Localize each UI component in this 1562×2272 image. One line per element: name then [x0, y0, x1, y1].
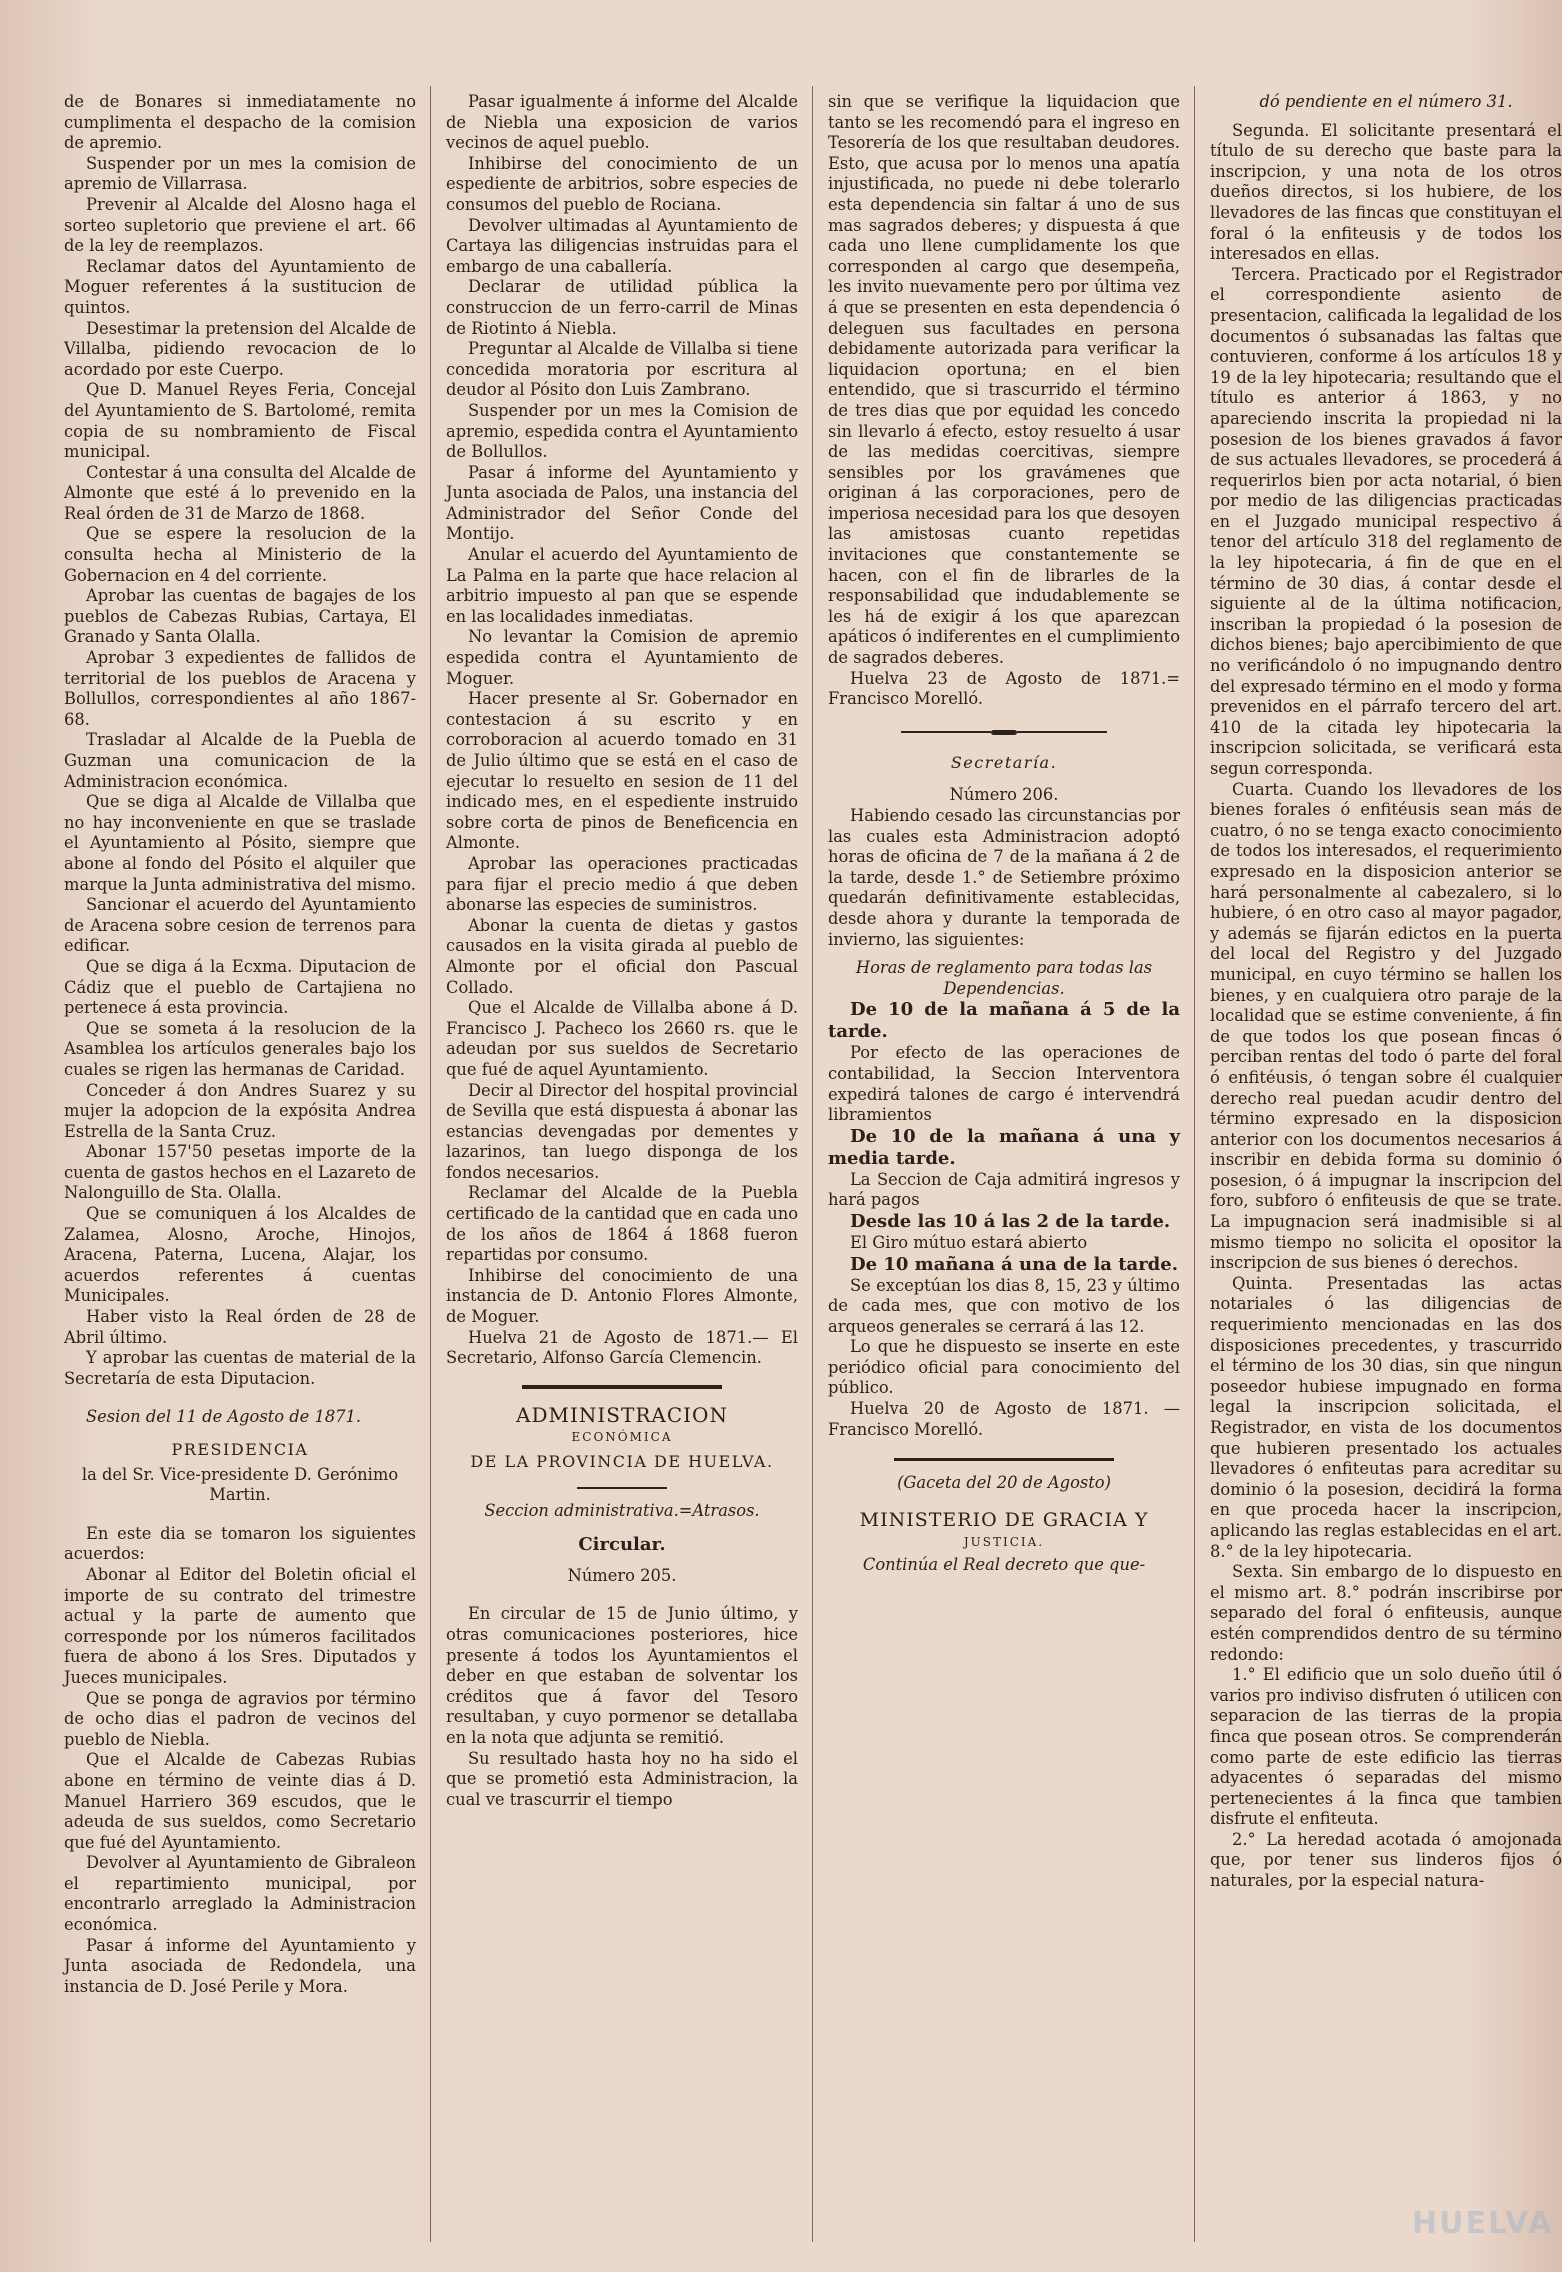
paragraph: Abonar 157'50 pesetas importe de la cuenta de gastos hechos en el Lazareto de Nalonguillo de Sta. Olalla.	[64, 1142, 416, 1203]
continuation-note: Continúa el Real decreto que que-	[862, 1555, 1146, 1575]
admin-subtitle: ECONÓMICA	[571, 1430, 673, 1445]
paragraph: Que se diga á la Ecxma. Diputacion de Cádiz que el pueblo de Cartajiena no pertenece á esta provincia.	[64, 956, 416, 1018]
paragraph: Suspender por un mes la comision de apremio de Villarrasa.	[64, 153, 416, 194]
paragraph: Aprobar 3 expedientes de fallidos de territorial de los pueblos de Aracena y Bollullos, correspondientes al año 1867-68.	[64, 648, 416, 729]
paragraph: La Seccion de Caja admitirá ingresos y hará pagos	[828, 1169, 1180, 1210]
paragraph: Tercera. Practicado por el Registrador el correspondiente asiento de presentacion, calificada la legalidad de los documentos ó subsanadas las faltas que contuvieren, conforme á los artículos 18 y 19 de la ley hipotecaria; resultando que el título es anterior á 1863, y no apareciendo inscrita la propiedad ni la posesion de los bienes gravados á favor de sus actuales llevadores, se procederá á requerirlos bien por acta notarial, ó bien por medio de las diligencias practicadas en el Juzgado municipal respectivo á tenor del artículo 318 del reglamento de la ley hipotecaria, á fin de que en el término de 30 dias, á contar desde el siguiente al de la última notificacion, inscriban la propiedad ó la posesion de dichos bienes; bajo apercibimiento de que no verificándolo ó no impugnando dentro del expresado término en el modo y forma prevenidos en el párrafo tercero del art. 410 de la citada ley hipotecaria la inscripcion solicitada, se verificará esta segun corresponda.	[1210, 264, 1562, 778]
paragraph: Que se someta á la resolucion de la Asamblea los artículos generales bajo los cuales se rigen las hermanas de Caridad.	[64, 1018, 416, 1079]
paragraph: Que el Alcalde de Villalba abone á D. Francisco J. Pacheco los 2660 rs. que le adeudan por sus sueldos de Secretario que fué de aquel Ayuntamiento.	[446, 998, 798, 1079]
paragraph: Devolver al Ayuntamiento de Gibraleon el repartimiento municipal, por encontrarlo arreglado la Administracion económica.	[64, 1853, 416, 1935]
closing-signature: Huelva 20 de Agosto de 1871. — Francisco Morelló.	[828, 1399, 1180, 1439]
paragraph: Que el Alcalde de Cabezas Rubias abone en término de veinte dias á D. Manuel Harriero 369 escudos, que le adeuda de sus sueldos, como Secretario que fué del Ayuntamiento.	[64, 1750, 416, 1852]
paragraph: Trasladar al Alcalde de la Puebla de Guzman una comunicacion de la Administracion económica.	[64, 730, 416, 791]
presidencia-title: PRESIDENCIA	[171, 1440, 309, 1459]
paragraph: En circular de 15 de Junio último, y otras comunicaciones posteriores, hice presente á todos los Ayuntamientos el deber en que estaban de solventar los créditos que á favor del Tesoro resultaban, y cuyo pormenor se detallaba en la nota que adjunta se remitió.	[446, 1604, 798, 1747]
closing-signature: Huelva 21 de Agosto de 1871.— El Secretario, Alfonso García Clemencin.	[446, 1327, 798, 1368]
schedule-hours: De 10 de la mañana á 5 de la tarde.	[828, 999, 1180, 1043]
paragraph: Habiendo cesado las circunstancias por las cuales esta Administracion adoptó horas de oficina de 7 de la mañana á 2 de la tarde, desde 1.° de Setiembre próximo quedarán definitivamente establecidas, desde ahora y durante la temporada de invierno, las siguientes:	[828, 806, 1180, 949]
paragraph: Anular el acuerdo del Ayuntamiento de La Palma en la parte que hace relacion al arbitrio impuesto al pan que se espende en las localidades inmediatas.	[446, 545, 798, 626]
paragraph: Aprobar las operaciones practicadas para fijar el precio medio á que deben abonarse las especies de suministros.	[446, 853, 798, 915]
paragraph: Y aprobar las cuentas de material de la Secretaría de esta Diputacion.	[64, 1348, 416, 1388]
paragraph: Abonar al Editor del Boletin oficial el importe de su contrato del trimestre actual y la parte de aumento que corresponde por los números facilitados fuera de abono á los Sres. Diputados y Jueces municipales.	[64, 1564, 416, 1687]
paragraph: Prevenir al Alcalde del Alosno haga el sorteo supletorio que previene el art. 66 de la ley de reemplazos.	[64, 194, 416, 256]
ministry-subtitle: JUSTICIA.	[963, 1535, 1045, 1550]
columns	[64, 92, 1562, 2242]
paragraph: Conceder á don Andres Suarez y su mujer la adopcion de la expósita Andrea Estrella de la Santa Cruz.	[64, 1080, 416, 1141]
paragraph: Hacer presente al Sr. Gobernador en contestacion á su escrito y en corroboracion al acuerdo tomado en 31 de Julio último que se está en el caso de ejecutar lo resuelto en sesion de 11 del indicado mes, en el espediente instruido sobre corta de pinos de Beneficencia en Almonte.	[446, 689, 798, 853]
column-2	[446, 92, 798, 2242]
paragraph: Desestimar la pretension del Alcalde de Villalba, pidiendo revocacion de lo acordado por este Cuerpo.	[64, 318, 416, 379]
paragraph: Segunda. El solicitante presentará el título de su derecho que baste para la inscripcion, y una nota de los otros dueños directos, si los hubiere, de los llevadores de las fincas que constituyan el foral ó la enfiteusis y de todos los interesados en ellas.	[1210, 120, 1562, 264]
paragraph: Reclamar datos del Ayuntamiento de Moguer referentes á la sustitucion de quintos.	[64, 256, 416, 317]
section-rule	[522, 1385, 722, 1389]
paragraph: Suspender por un mes la Comision de apremio, espedida contra el Ayuntamiento de Bollullos.	[446, 400, 798, 462]
paragraph: sin que se verifique la liquidacion que tanto se les recomendó para el ingreso en Tesorería de los que resultaban deudores. Esto, que acusa por lo menos una apatía injustificada, no puede ni debe tolerarlo esta dependencia sin faltar á uno de sus mas sagrados deberes; y dispuesta á que cada uno llene cumplidamente los que corresponden al cargo que desempeña, les invito nuevamente pero por última vez á que se presenten en esta dependencia ó deleguen sus facultades en persona debidamente autorizada para verificar la liquidacion oportuna; en el bien entendido, que si trascurrido el término de tres dias que por equidad les concedo sin llevarlo á efecto, estoy resuelto á usar de las medidas coercitivas, siempre sensibles por los gravámenes que originan á las corporaciones, pero de imperiosa necesidad para los que desoyen las amistosas cuanto repetidas invitaciones que constantemente se hacen, con el fin de librarles de la responsabilidad que indudablemente se les há de exigir á los que aparezcan apáticos ó indiferentes en el cumplimiento de sagrados deberes.	[828, 92, 1180, 668]
schedule-hours: De 10 mañana á una de la tarde.	[850, 1253, 1178, 1275]
paragraph: Por efecto de las operaciones de contabilidad, la Seccion Interventora expedirá talones de cargo é intervendrá libramientos	[828, 1043, 1180, 1125]
gazette-reference: (Gaceta del 20 de Agosto)	[897, 1473, 1111, 1493]
paragraph: Pasar á informe del Ayuntamiento y Junta asociada de Palos, una instancia del Administrador del Señor Conde del Montijo.	[446, 462, 798, 544]
paragraph: Cuarta. Cuando los llevadores de los bienes forales ó enfitéusis sean más de cuatro, ó no se tenga exacto conocimiento de todos los interesados, el requerimiento expresado en la disposicion anterior se hará personalmente al cabezalero, si lo hubiere, ó en otro caso al mayor pagador, y además se fijarán edictos en la puerta del local del Registro y del Juzgado municipal, en cuyo término se hallen los bienes, y en cualquiera otro paraje de la localidad que se estime conveniente, á fin de que todos los que posean fincas ó perciban rentas del todo ó parte del foral ó enfitéusis, ó tengan sobre él cualquier derecho real puedan acudir dentro del término expresado en la disposicion anterior con los documentos necesarios á inscribir en debida forma su dominio ó posesion, ó á impugnar la inscripcion del foro, subforo ó enfiteusis de que se trate. La impugnacion será inadmisible si al mismo tiempo no solicita el opositor la inscripcion de sus bienes ó derechos.	[1210, 779, 1562, 1273]
paragraph: En este dia se tomaron los siguientes acuerdos:	[64, 1523, 416, 1564]
library-watermark: HUELVA	[1412, 2206, 1554, 2241]
secretaria-title: Secretaría.	[950, 752, 1058, 772]
paragraph: Haber visto la Real órden de 28 de Abril último.	[64, 1307, 416, 1347]
section-label: Seccion administrativa.=Atrasos.	[484, 1500, 760, 1520]
paragraph: Su resultado hasta hoy no ha sido el que se prometió esta Administracion, la cual ve trascurrir el tiempo	[446, 1748, 798, 1809]
paragraph: de de Bonares si inmediatamente no cumplimenta el despacho de la comision de apremio.	[64, 92, 416, 153]
paragraph: Declarar de utilidad pública la construccion de un ferro-carril de Minas de Riotinto á Niebla.	[446, 277, 798, 338]
ornament-rule	[828, 730, 1180, 735]
paragraph: 2.° La heredad acotada ó amojonada que, por tener sus linderos fijos ó naturales, por la especial natura-	[1210, 1829, 1562, 1891]
paragraph: Sexta. Sin embargo de lo dispuesto en el mismo art. 8.° podrán inscribirse por separado del foral ó enfiteusis, aunque estén comprendidos dentro de su término redondo:	[1210, 1562, 1562, 1664]
paragraph: Abonar la cuenta de dietas y gastos causados en la visita girada al pueblo de Almonte por el oficial don Pascual Collado.	[446, 915, 798, 997]
paragraph: Que D. Manuel Reyes Feria, Concejal del Ayuntamiento de S. Bartolomé, remita copia de su nombramiento de Fiscal municipal.	[64, 380, 416, 462]
admin-province: DE LA PROVINCIA DE HUELVA.	[470, 1452, 774, 1471]
column-3	[828, 92, 1180, 2242]
paragraph: Devolver ultimadas al Ayuntamiento de Cartaya las diligencias instruidas para el embargo de una caballería.	[446, 215, 798, 276]
paragraph: Contestar á una consulta del Alcalde de Almonte que esté á lo prevenido en la Real órden de 31 de Marzo de 1868.	[64, 462, 416, 523]
paragraph: Que se ponga de agravios por término de ocho dias el padron de vecinos del pueblo de Niebla.	[64, 1688, 416, 1749]
paragraph: Aprobar las cuentas de bagajes de los pueblos de Cabezas Rubias, Cartaya, El Granado y Santa Olalla.	[64, 586, 416, 647]
schedule-hours: De 10 de la mañana á una y media tarde.	[828, 1125, 1180, 1169]
circular-number: Número 205.	[567, 1565, 677, 1585]
paragraph: 1.° El edificio que un solo dueño útil ó varios pro indiviso disfruten ó utilicen con separacion de las tierras de la propia finca que posean otros. Se comprenderán como parte de este edificio las tierras adyacentes ó separadas del mismo pertenecientes á la finca que tambien disfrute el enfiteuta.	[1210, 1665, 1562, 1829]
schedule-hours: Desde las 10 á las 2 de la tarde.	[850, 1210, 1171, 1232]
ministry-title: MINISTERIO DE GRACIA Y	[859, 1508, 1149, 1531]
paragraph: Que se espere la resolucion de la consulta hecha al Ministerio de la Gobernacion en 4 del corriente.	[64, 524, 416, 585]
paragraph: Se exceptúan los dias 8, 15, 23 y último de cada mes, que con motivo de los arqueos generales se cerrará á las 12.	[828, 1275, 1180, 1336]
column-1	[64, 92, 416, 2242]
paragraph: Reclamar del Alcalde de la Puebla certificado de la cantidad que en cada uno de los años de 1864 á 1868 fueron repartidas por consumo.	[446, 1183, 798, 1265]
circular-title: Circular.	[578, 1534, 666, 1556]
closing-signature: Huelva 23 de Agosto de 1871.= Francisco Morelló.	[828, 668, 1180, 709]
paragraph: Preguntar al Alcalde de Villalba si tiene concedida moratoria por escritura al deudor al Pósito don Luis Zambrano.	[446, 339, 798, 400]
schedule-heading: Horas de reglamento para todas las Dependencias.	[855, 958, 1153, 998]
presidencia-subtitle: la del Sr. Vice-presidente D. Gerónimo Martin.	[81, 1464, 399, 1505]
section-rule	[577, 1487, 667, 1489]
paragraph: Lo que he dispuesto se inserte en este periódico oficial para conocimiento del público.	[828, 1337, 1180, 1398]
paragraph: Que se diga al Alcalde de Villalba que no hay inconveniente en que se traslade el Ayuntamiento al Pósito, siempre que abone al fondo del Pósito el alquiler que marque la Junta administrativa del mismo.	[64, 792, 416, 894]
admin-title: ADMINISTRACION	[516, 1402, 728, 1427]
continuation-lead: dó pendiente en el número 31.	[1259, 92, 1513, 111]
session-date: Sesion del 11 de Agosto de 1871.	[86, 1407, 362, 1427]
notice-number: Número 206.	[949, 785, 1059, 805]
paragraph: Pasar á informe del Ayuntamiento y Junta asociada de Redondela, una instancia de D. José Perile y Mora.	[64, 1935, 416, 1996]
paragraph: Quinta. Presentadas las actas notariales ó las diligencias de requerimiento mencionadas en las dos disposiciones precedentes, y trascurrido el término de los 30 dias, sin que ningun poseedor hubiese impugnado en forma legal la inscripcion solicitada, el Registrador, en vista de los documentos que hubieren presentado los actuales llevadores ó enfiteutas para acreditar su dominio ó la posesion, decidirá la forma en que proceda hacer la inscripcion, aplicando las reglas establecidas en el art. 8.° de la ley hipotecaria.	[1210, 1273, 1562, 1561]
paragraph: Inhibirse del conocimiento de una instancia de D. Antonio Flores Almonte, de Moguer.	[446, 1265, 798, 1327]
paragraph: Que se comuniquen á los Alcaldes de Zalamea, Alosno, Aroche, Hinojos, Aracena, Paterna, Lucena, Alajar, los acuerdos referentes á cuentas Municipales.	[64, 1204, 416, 1306]
paragraph: Sancionar el acuerdo del Ayuntamiento de Aracena sobre cesion de terrenos para edificar.	[64, 895, 416, 956]
paragraph: Inhibirse del conocimiento de un espediente de arbitrios, sobre especies de consumos del pueblo de Rociana.	[446, 153, 798, 214]
section-rule	[894, 1458, 1114, 1461]
paragraph: El Giro mútuo estará abierto	[850, 1232, 1088, 1252]
paragraph: Pasar igualmente á informe del Alcalde de Niebla una exposicion de varios vecinos de aquel pueblo.	[446, 92, 798, 153]
column-4	[1210, 92, 1562, 2242]
paragraph: Decir al Director del hospital provincial de Sevilla que está dispuesta á abonar las estancias devengadas por dementes y lazarinos, tan luego disponga de los fondos necesarios.	[446, 1080, 798, 1182]
paragraph: No levantar la Comision de apremio espedida contra el Ayuntamiento de Moguer.	[446, 627, 798, 688]
